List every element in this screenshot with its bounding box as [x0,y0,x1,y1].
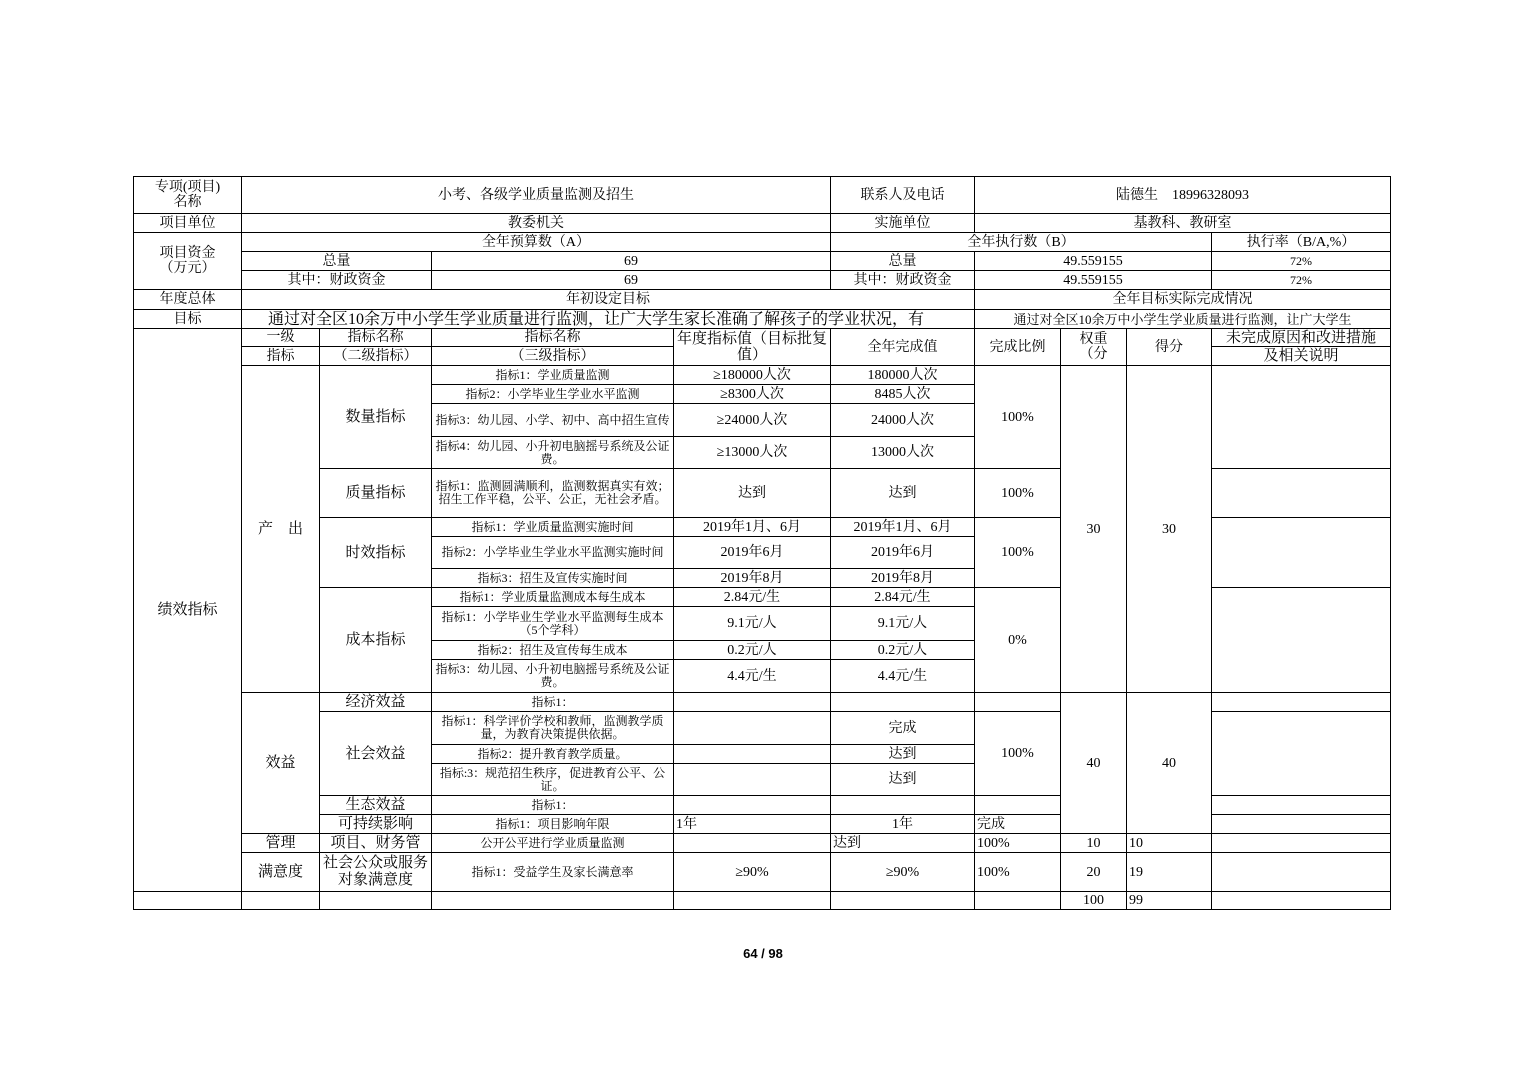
cost-indicator-4-actual: 4.4元/生 [831,660,975,693]
management-actual: 达到 [831,834,975,853]
total-budget-value: 69 [432,252,831,271]
fiscal-rate-value: 72% [1212,271,1391,290]
total-row-cell-g [975,892,1061,910]
management-weight: 10 [1061,834,1127,853]
ecological-target-cell [674,796,831,815]
cost-indicator-2-name: 指标1：小学毕业生学业水平监测每生成本（5个学科） [432,607,674,641]
initial-goal-header: 年初设定目标 [242,290,975,310]
social-ratio: 100% [975,712,1061,796]
quality-ratio: 100% [975,469,1061,518]
sustainable-ratio: 完成 [975,815,1061,834]
sustainable-impact-label: 可持续影响 [320,815,432,834]
header-level1-b: 指标 [242,347,320,366]
quantity-indicator-3-actual: 24000人次 [831,404,975,437]
timeliness-ratio: 100% [975,518,1061,588]
timeliness-indicator-2-name: 指标2：小学毕业生学业水平监测实施时间 [432,537,674,569]
economic-reason-cell [1212,693,1391,712]
management-reason-cell [1212,834,1391,853]
quantity-indicator-2-name: 指标2：小学毕业生学业水平监测 [432,385,674,404]
social-indicator-2-name: 指标2：提升教育教学质量。 [432,745,674,764]
timeliness-indicator-3-name: 指标3：招生及宣传实施时间 [432,569,674,588]
budget-header: 全年预算数（A） [242,233,831,252]
sustainable-target: 1年 [674,815,831,834]
quantity-reason-cell [1212,366,1391,469]
project-name-label [134,177,242,214]
header-ratio: 完成比例 [975,329,1061,366]
project-unit-label: 项目单位 [134,214,242,233]
benefit-score: 40 [1127,693,1212,834]
sustainable-indicator-1-name: 指标1：项目影响年限 [432,815,674,834]
total-score: 99 [1127,892,1212,910]
header-level3-b: （三级指标） [432,347,674,366]
quantity-indicator-label: 数量指标 [320,366,432,469]
total-exec-label: 总量 [831,252,975,271]
header-level3-a: 指标名称 [432,329,674,347]
cost-indicator-4-target: 4.4元/生 [674,660,831,693]
cost-reason-cell [1212,588,1391,693]
timeliness-indicator-3-actual: 2019年8月 [831,569,975,588]
cost-ratio: 0% [975,588,1061,693]
performance-evaluation-table [133,176,1391,910]
social-indicator-1-target [674,712,831,745]
social-indicator-1-name: 指标1：科学评价学校和教师，监测教学质量，为教育决策提供依据。 [432,712,674,745]
economic-benefit-label: 经济效益 [320,693,432,712]
header-weight [1061,329,1127,366]
satisfaction-score: 19 [1127,853,1212,892]
header-level1-a: 一级 [242,329,320,347]
economic-ratio-cell [975,693,1061,712]
ecological-actual-cell [831,796,975,815]
sustainable-reason-cell [1212,815,1391,834]
actual-goal-header: 全年目标实际完成情况 [975,290,1391,310]
cost-indicator-2-target: 9.1元/人 [674,607,831,641]
satisfaction-indicator-name: 指标1：受益学生及家长满意率 [432,853,674,892]
funds-label-line1: 项目资金 [159,246,216,261]
total-row-cell-e [674,892,831,910]
quality-reason-cell [1212,469,1391,518]
fiscal-budget-value: 69 [432,271,831,290]
quantity-indicator-3-name: 指标3：幼儿园、小学、初中、高中招生宣传 [432,404,674,437]
management-ratio: 100% [975,834,1061,853]
social-indicator-3-target [674,764,831,796]
cost-indicator-1-actual: 2.84元/生 [831,588,975,607]
social-reason-cell [1212,712,1391,796]
social-indicator-3-name: 指标:3：规范招生秩序，促进教育公平、公证。 [432,764,674,796]
quality-indicator-1-actual: 达到 [831,469,975,518]
cost-indicator-1-target: 2.84元/生 [674,588,831,607]
project-name-label-line1: 专项(项目) [154,180,221,195]
cost-indicator-label: 成本指标 [320,588,432,693]
quantity-indicator-1-target: ≥180000人次 [674,366,831,385]
satisfaction-target: ≥90% [674,853,831,892]
total-row-cell-f [831,892,975,910]
social-indicator-2-actual: 达到 [831,745,975,764]
actual-goal-text: 通过对全区10余万中小学生学业质量进行监测，让广大学生 [975,310,1391,329]
economic-indicator-1-name: 指标1： [432,693,674,712]
satisfaction-ratio: 100% [975,853,1061,892]
total-row-cell-b [242,892,320,910]
timeliness-indicator-2-actual: 2019年6月 [831,537,975,569]
quality-indicator-label: 质量指标 [320,469,432,518]
cost-indicator-2-actual: 9.1元/人 [831,607,975,641]
header-target: 年度指标值（目标批复值） [674,329,831,366]
timeliness-indicator-2-target: 2019年6月 [674,537,831,569]
ecological-indicator-1-name: 指标1： [432,796,674,815]
header-level2-b: （二级指标） [320,347,432,366]
timeliness-reason-cell [1212,518,1391,588]
quantity-indicator-4-actual: 13000人次 [831,437,975,469]
quantity-indicator-1-name: 指标1：学业质量监测 [432,366,674,385]
total-rate-value: 72% [1212,252,1391,271]
cost-indicator-4-name: 指标3：幼儿园、小升初电脑摇号系统及公证费。 [432,660,674,693]
social-indicator-3-actual: 达到 [831,764,975,796]
output-score: 30 [1127,366,1212,693]
header-level2-a: 指标名称 [320,329,432,347]
ecological-reason-cell [1212,796,1391,815]
header-score: 得分 [1127,329,1212,366]
satisfaction-actual: ≥90% [831,853,975,892]
performance-indicators-label: 绩效指标 [134,329,242,892]
page-number: 64 / 98 [743,946,783,961]
output-weight: 30 [1061,366,1127,693]
total-row-cell-j [1212,892,1391,910]
contact-label: 联系人及电话 [831,177,975,214]
fiscal-exec-value: 49.559155 [975,271,1212,290]
contact-value: 陆德生 18996328093 [975,177,1391,214]
timeliness-indicator-1-target: 2019年1月、6月 [674,518,831,537]
social-indicator-1-actual: 完成 [831,712,975,745]
project-name: 小考、各级学业质量监测及招生 [242,177,831,214]
total-budget-label: 总量 [242,252,432,271]
goals-label-line2: 目标 [134,310,242,329]
cost-indicator-1-name: 指标1：学业质量监测成本每生成本 [432,588,674,607]
total-exec-value: 49.559155 [975,252,1212,271]
project-unit: 教委机关 [242,214,831,233]
quantity-indicator-3-target: ≥24000人次 [674,404,831,437]
quantity-indicator-2-target: ≥8300人次 [674,385,831,404]
cost-indicator-3-target: 0.2元/人 [674,641,831,660]
header-weight-line1: 权重 [1079,332,1108,347]
quantity-ratio: 100% [975,366,1061,469]
total-row-cell-c [320,892,432,910]
quantity-indicator-1-actual: 180000人次 [831,366,975,385]
management-indicator-name: 公开公平进行学业质量监测 [432,834,674,853]
ecological-ratio-cell [975,796,1061,815]
timeliness-indicator-1-actual: 2019年1月、6月 [831,518,975,537]
header-reason-b: 及相关说明 [1212,347,1391,366]
timeliness-indicator-1-name: 指标1：学业质量监测实施时间 [432,518,674,537]
quantity-indicator-4-name: 指标4：幼儿园、小升初电脑摇号系统及公证费。 [432,437,674,469]
quality-indicator-1-name: 指标1：监测圆满顺利，监测数据真实有效；招生工作平稳，公平、公正，无社会矛盾。 [432,469,674,518]
impl-unit-label: 实施单位 [831,214,975,233]
total-row-cell-a [134,892,242,910]
quantity-indicator-4-target: ≥13000人次 [674,437,831,469]
header-weight-line2: （分 [1079,347,1108,362]
exec-header: 全年执行数（B） [831,233,1212,252]
quantity-indicator-2-actual: 8485人次 [831,385,975,404]
header-actual: 全年完成值 [831,329,975,366]
sustainable-actual: 1年 [831,815,975,834]
funds-label-line2: （万元） [159,261,216,276]
satisfaction-weight: 20 [1061,853,1127,892]
cost-indicator-3-name: 指标2：招生及宣传每生成本 [432,641,674,660]
satisfaction-level2: 社会公众或服务对象满意度 [320,853,432,892]
goals-label-line1: 年度总体 [134,290,242,310]
timeliness-indicator-label: 时效指标 [320,518,432,588]
fiscal-budget-label: 其中：财政资金 [242,271,432,290]
header-reason-a: 未完成原因和改进措施 [1212,329,1391,347]
management-target-cell [674,834,831,853]
management-label: 管理 [242,834,320,853]
management-level2: 项目、财务管 [320,834,432,853]
project-name-label-line2: 名称 [173,195,202,210]
rate-header: 执行率（B/A,%） [1212,233,1391,252]
impl-unit: 基教科、教研室 [975,214,1391,233]
benefit-weight: 40 [1061,693,1127,834]
economic-target-cell [674,693,831,712]
economic-actual-cell [831,693,975,712]
initial-goal-text: 通过对全区10余万中小学生学业质量进行监测，让广大学生家长准确了解孩子的学业状况，有 [242,310,975,329]
management-score: 10 [1127,834,1212,853]
ecological-benefit-label: 生态效益 [320,796,432,815]
funds-label [134,233,242,290]
output-label: 产 出 [242,366,320,693]
social-benefit-label: 社会效益 [320,712,432,796]
satisfaction-label: 满意度 [242,853,320,892]
social-indicator-2-target [674,745,831,764]
timeliness-indicator-3-target: 2019年8月 [674,569,831,588]
benefit-label: 效益 [242,693,320,834]
total-row-cell-d [432,892,674,910]
cost-indicator-3-actual: 0.2元/人 [831,641,975,660]
satisfaction-reason-cell [1212,853,1391,892]
total-weight: 100 [1061,892,1127,910]
quality-indicator-1-target: 达到 [674,469,831,518]
fiscal-exec-label: 其中：财政资金 [831,271,975,290]
